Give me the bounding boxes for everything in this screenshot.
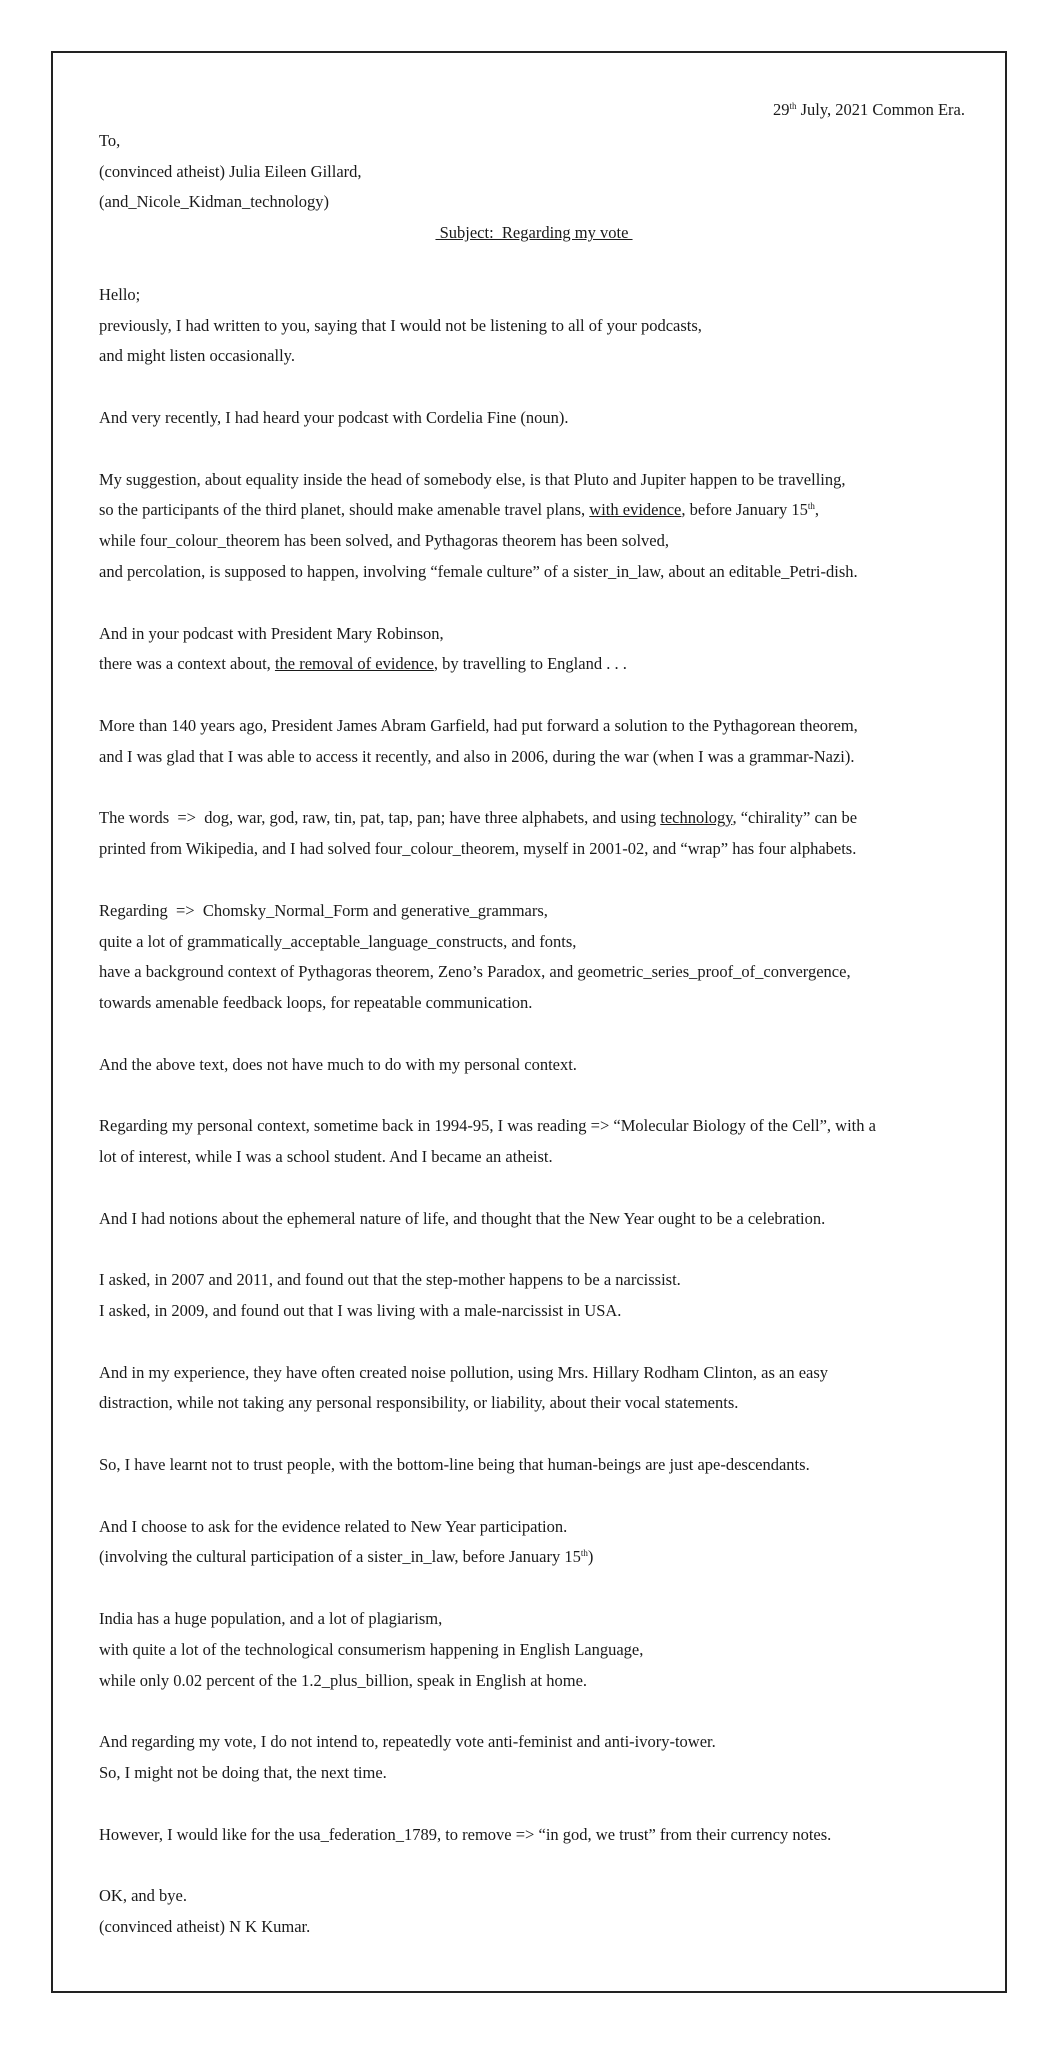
paragraph-line: distraction, while not taking any personal responsibility, or liability, about their vocal statements. [99, 1393, 739, 1413]
spacer [99, 773, 969, 804]
recipient-name: (convinced atheist) Julia Eileen Gillard, [99, 161, 362, 181]
paragraph-line: with quite a lot of the technological consumerism happening in English Language, [99, 1639, 644, 1659]
paragraph-line: And the above text, does not have much to do with my personal context. [99, 1054, 577, 1074]
subject-line [99, 218, 969, 249]
paragraph-line: And very recently, I had heard your podcast with Cordelia Fine (noun). [99, 407, 569, 427]
paragraph-line: I asked, in 2007 and 2011, and found out that the step-mother happens to be a narcissist. [99, 1270, 681, 1290]
paragraph-line: previously, I had written to you, saying that I would not be listening to all of your podcasts, [99, 315, 702, 335]
paragraph-line: lot of interest, while I was a school student. And I became an atheist. [99, 1147, 553, 1167]
spacer [99, 1696, 969, 1727]
text-segment: ) [587, 1547, 594, 1567]
text-segment: (involving the cultural participation of a sister_in_law, before January 15 [99, 1547, 581, 1567]
paragraph-line: My suggestion, about equality inside the head of somebody else, is that Pluto and Jupiter happen to be travelling, [99, 469, 846, 489]
paragraph-line [99, 495, 969, 526]
text-segment: , by travelling to England . . . [433, 654, 627, 674]
spacer [99, 1573, 969, 1604]
paragraph-line: So, I have learnt not to trust people, with the bottom-line being that human-beings are just ape-descendants. [99, 1455, 810, 1475]
paragraph-line [99, 1542, 969, 1573]
paragraph-line: And in your podcast with President Mary Robinson, [99, 623, 444, 643]
spacer [99, 1419, 969, 1450]
salutation-to: To, [99, 130, 121, 150]
spacer [99, 1327, 969, 1358]
text-segment: there was a context about, [99, 654, 275, 674]
paragraph-line: I asked, in 2009, and found out that I was living with a male-narcissist in USA. [99, 1301, 622, 1321]
signature: (convinced atheist) N K Kumar. [99, 1917, 311, 1937]
spacer [99, 1850, 969, 1881]
text-segment: so the participants of the third planet, should make amenable travel plans, [99, 500, 590, 520]
letter-body [99, 95, 969, 1943]
underlined-text: the removal of evidence [274, 654, 434, 674]
paragraph-line: and might listen occasionally. [99, 346, 295, 366]
ordinal-suffix: th [807, 501, 815, 512]
recipient-addendum: (and_Nicole_Kidman_technology) [99, 192, 330, 212]
letter-page [51, 51, 1007, 1993]
paragraph-line [99, 803, 969, 834]
paragraph-line: And regarding my vote, I do not intend to, repeatedly vote anti-feminist and anti-ivory-tower. [99, 1732, 716, 1752]
spacer [99, 1173, 969, 1204]
paragraph-line: India has a huge population, and a lot of plagiarism, [99, 1609, 443, 1629]
ordinal-suffix: th [580, 1548, 588, 1559]
paragraph-line: And in my experience, they have often created noise pollution, using Mrs. Hillary Rodham Clinton, as an easy [99, 1362, 829, 1382]
text-segment: , “chirality” can be [732, 808, 858, 828]
paragraph-line: Regarding => Chomsky_Normal_Form and generative_grammars, [99, 900, 548, 920]
spacer [99, 1481, 969, 1512]
date-rest: July, 2021 Common Era. [796, 100, 965, 119]
text-segment: , before January 15 [681, 500, 808, 520]
date-day: 29 [772, 100, 790, 119]
paragraph-line: More than 140 years ago, President James Abram Garfield, had put forward a solution to the Pythagorean theorem, [99, 715, 858, 735]
paragraph-line: So, I might not be doing that, the next time. [99, 1763, 387, 1783]
subject-text: Subject: Regarding my vote [435, 223, 633, 243]
paragraph-line: while only 0.02 percent of the 1.2_plus_billion, speak in English at home. [99, 1670, 588, 1690]
spacer [99, 1081, 969, 1112]
spacer [99, 588, 969, 619]
underlined-text: technology [660, 808, 733, 828]
spacer [99, 372, 969, 403]
letter-date [99, 95, 969, 126]
paragraph-line: and percolation, is supposed to happen, involving “female culture” of a sister_in_law, about an editable_Petri-dish. [99, 561, 858, 581]
text-segment: The words => dog, war, god, raw, tin, pat, tap, pan; have three alphabets, and using [99, 808, 661, 828]
text-segment: , [814, 500, 819, 520]
greeting: Hello; [99, 284, 141, 304]
paragraph-line: while four_colour_theorem has been solved, and Pythagoras theorem has been solved, [99, 531, 670, 551]
paragraph-line: towards amenable feedback loops, for repeatable communication. [99, 993, 533, 1013]
paragraph-line: and I was glad that I was able to access it recently, and also in 2006, during the war (when I was a grammar-Nazi). [99, 746, 855, 766]
closing: OK, and bye. [99, 1886, 187, 1906]
paragraph-line: Regarding my personal context, sometime back in 1994-95, I was reading => “Molecular Biology of the Cell”, with a [99, 1116, 876, 1136]
paragraph-line [99, 649, 969, 680]
spacer [99, 1234, 969, 1265]
spacer [99, 865, 969, 896]
paragraph-line: And I choose to ask for the evidence related to New Year participation. [99, 1516, 568, 1536]
spacer [99, 1019, 969, 1050]
paragraph-line: However, I would like for the usa_federation_1789, to remove => “in god, we trust” from their currency notes. [99, 1824, 832, 1844]
spacer [99, 680, 969, 711]
spacer [99, 1789, 969, 1820]
spacer [99, 249, 969, 280]
paragraph-line: And I had notions about the ephemeral nature of life, and thought that the New Year ought to be a celebration. [99, 1208, 826, 1228]
date-suffix: th [789, 101, 797, 111]
paragraph-line: printed from Wikipedia, and I had solved four_colour_theorem, myself in 2001-02, and “wrap” has four alphabets. [99, 839, 857, 859]
paragraph-line: have a background context of Pythagoras theorem, Zeno’s Paradox, and geometric_series_proof_of_convergence, [99, 962, 851, 982]
paragraph-line: quite a lot of grammatically_acceptable_language_constructs, and fonts, [99, 931, 577, 951]
spacer [99, 434, 969, 465]
underlined-text: with evidence [589, 500, 682, 520]
